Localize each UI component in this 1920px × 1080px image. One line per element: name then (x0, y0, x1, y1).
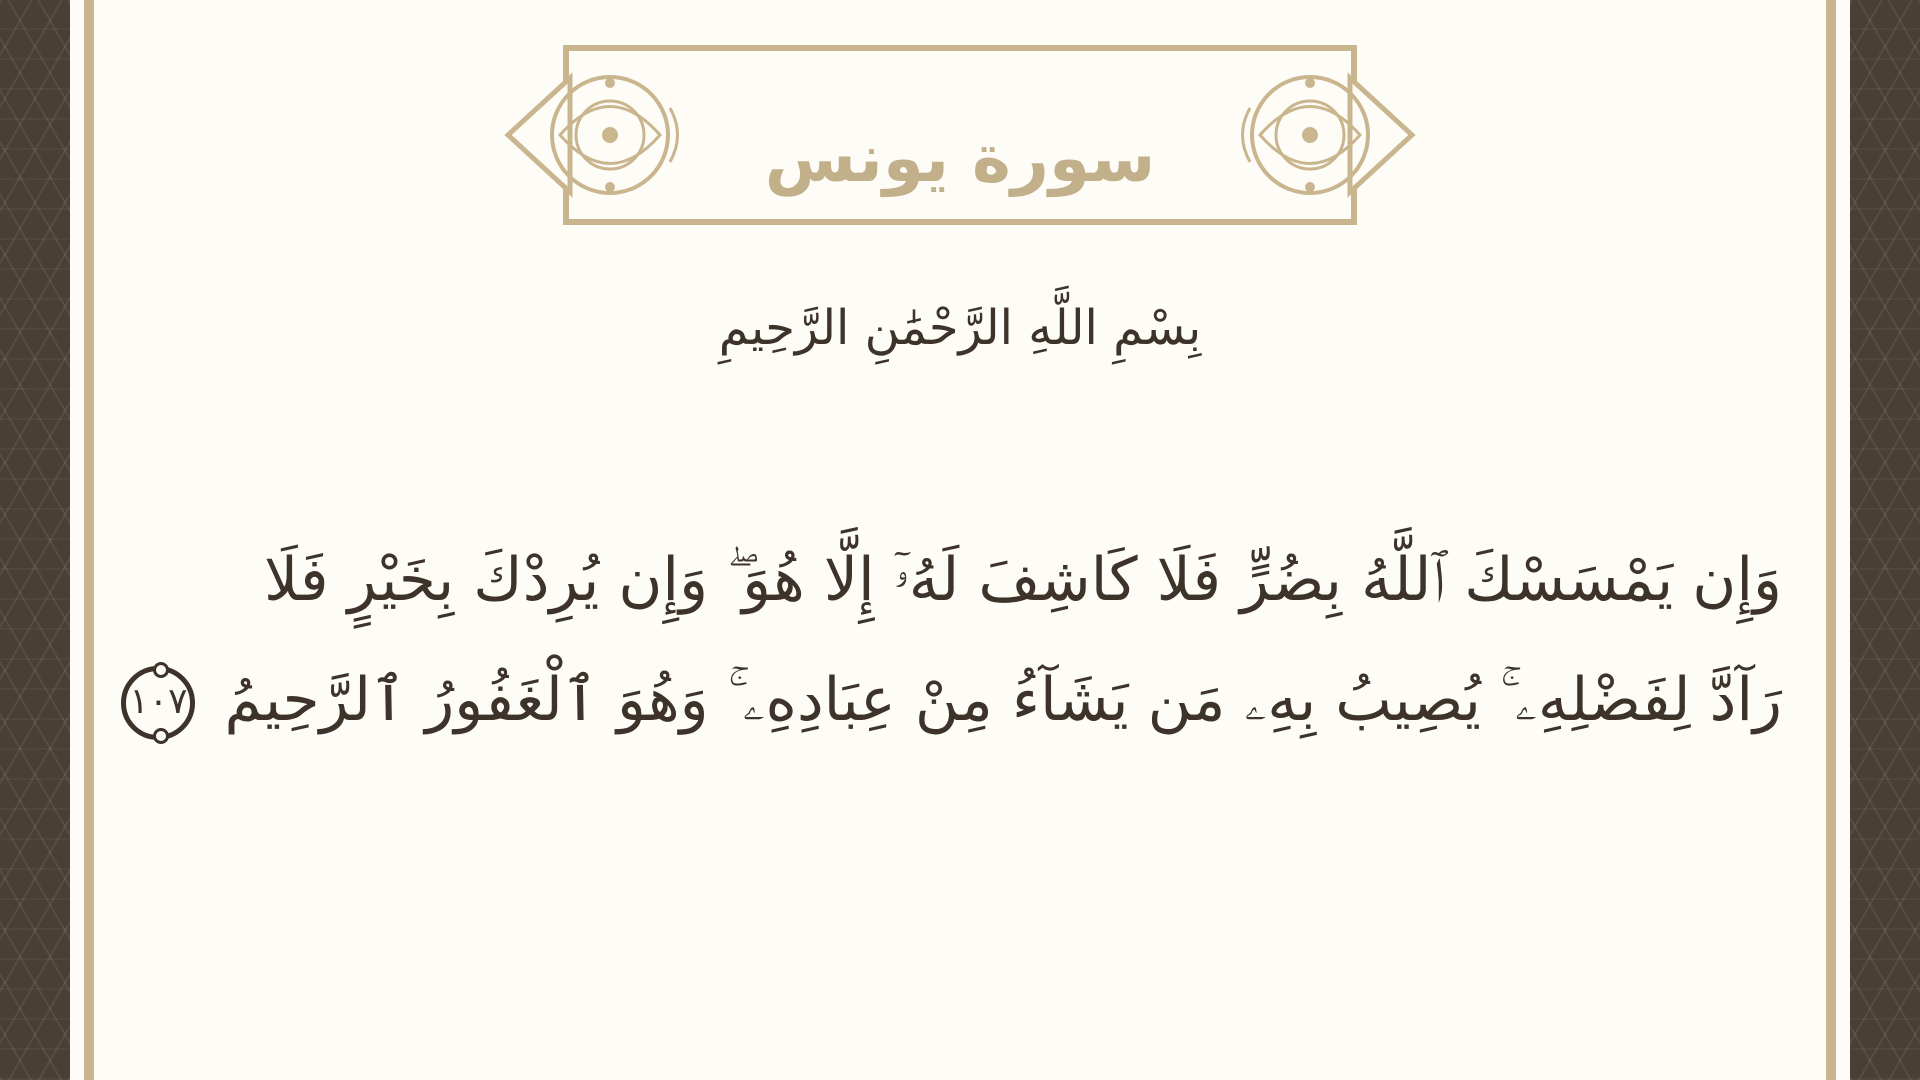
verse-line-1: وَإِن يَمْسَسْكَ ٱللَّهُ بِضُرٍّ فَلَا كَاشِفَ لَهُۥٓ إِلَّا هُوَ ۖ وَإِن يُرِدْكَ بِخَيْرٍ فَلَا (264, 545, 1782, 615)
left-gold-rule (84, 0, 94, 1080)
left-border-pattern (0, 0, 70, 1080)
basmala: بِسْمِ اللَّهِ الرَّحْمَٰنِ الرَّحِيمِ (718, 300, 1202, 356)
verse-text (129, 520, 1782, 760)
verse-line-2-text: رَآدَّ لِفَضْلِهِۦ ۚ يُصِيبُ بِهِۦ مَن يَشَآءُ مِنْ عِبَادِهِۦ ۚ وَهُوَ ٱلْغَفُورُ ٱلرَّحِيمُ (224, 665, 1782, 735)
surah-title: سورة يونس (764, 120, 1156, 197)
right-gold-rule (1826, 0, 1836, 1080)
surah-header-frame (500, 38, 1420, 228)
verse-line-2 (129, 640, 1782, 760)
right-border-pattern (1850, 0, 1920, 1080)
ayah-number-badge: ١٠٧ (121, 666, 195, 740)
